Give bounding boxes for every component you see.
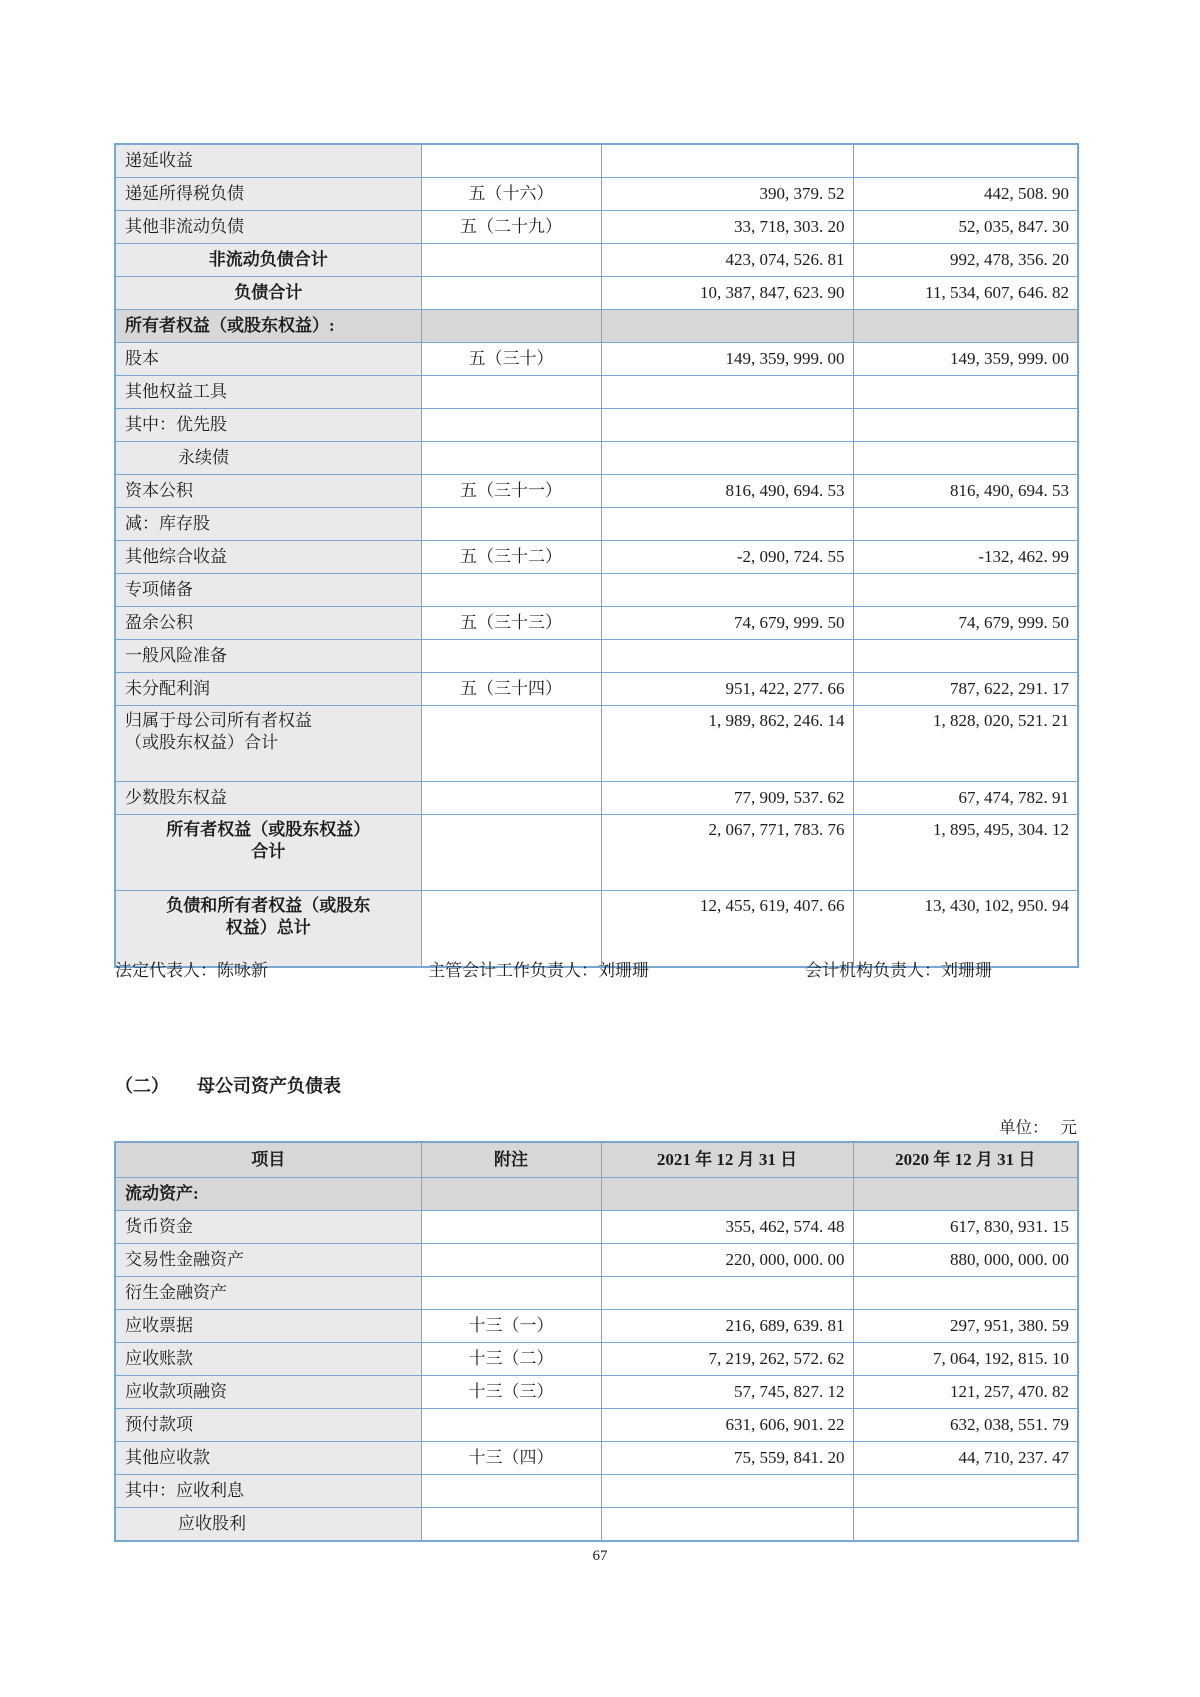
- value-2020-cell: 787, 622, 291. 17: [853, 673, 1078, 706]
- value-2020-cell: [853, 574, 1078, 607]
- value-2021-cell: 816, 490, 694. 53: [601, 475, 853, 508]
- legal-representative-text: 法定代表人：陈咏新: [115, 961, 268, 980]
- value-2021-cell: 220, 000, 000. 00: [601, 1244, 853, 1277]
- row-label-cell: 应收票据: [115, 1310, 421, 1343]
- value-2021-cell: 7, 219, 262, 572. 62: [601, 1343, 853, 1376]
- value-2020-cell: [853, 144, 1078, 178]
- value-2021-cell: 631, 606, 901. 22: [601, 1409, 853, 1442]
- value-2020-cell: [853, 1178, 1078, 1211]
- row-label-cell: 所有者权益（或股东权益）:: [115, 310, 421, 343]
- value-2020-cell: 44, 710, 237. 47: [853, 1442, 1078, 1475]
- value-2021-cell: [601, 508, 853, 541]
- table-row: [115, 144, 1078, 178]
- value-2020-cell: 442, 508. 90: [853, 178, 1078, 211]
- value-2021-cell: 423, 074, 526. 81: [601, 244, 853, 277]
- note-cell: 五（三十二）: [421, 541, 601, 574]
- table-row: [115, 706, 1078, 782]
- unit-label: [114, 1114, 1077, 1138]
- value-2021-cell: 951, 422, 277. 66: [601, 673, 853, 706]
- value-2020-cell: 11, 534, 607, 646. 82: [853, 277, 1078, 310]
- note-cell: 五（三十）: [421, 343, 601, 376]
- value-2021-cell: [601, 640, 853, 673]
- note-cell: [421, 706, 601, 782]
- value-2020-cell: [853, 1475, 1078, 1508]
- unit-caption: 单位：: [999, 1118, 1049, 1137]
- value-2020-cell: 1, 895, 495, 304. 12: [853, 815, 1078, 891]
- table-row: [115, 1343, 1078, 1376]
- note-cell: 五（十六）: [421, 178, 601, 211]
- value-2020-cell: 816, 490, 694. 53: [853, 475, 1078, 508]
- value-2021-cell: 355, 462, 574. 48: [601, 1211, 853, 1244]
- row-label-cell: 应收账款: [115, 1343, 421, 1376]
- row-label-cell: 未分配利润: [115, 673, 421, 706]
- note-cell: [421, 1211, 601, 1244]
- note-cell: [421, 1475, 601, 1508]
- value-2020-cell: [853, 376, 1078, 409]
- table-row: [115, 277, 1078, 310]
- date-2020-column-header: 2020 年 12 月 31 日: [853, 1142, 1078, 1178]
- table-row: [115, 640, 1078, 673]
- row-label-cell: 应收款项融资: [115, 1376, 421, 1409]
- note-cell: [421, 409, 601, 442]
- value-2021-cell: 33, 718, 303. 20: [601, 211, 853, 244]
- liabilities-and-equity-table: [114, 143, 1079, 968]
- parent-company-balance-sheet-table: [114, 1141, 1079, 1542]
- value-2021-cell: [601, 1475, 853, 1508]
- value-2020-cell: [853, 508, 1078, 541]
- value-2020-cell: 7, 064, 192, 815. 10: [853, 1343, 1078, 1376]
- note-cell: [421, 376, 601, 409]
- table-row: [115, 376, 1078, 409]
- table-row: [115, 508, 1078, 541]
- note-cell: [421, 815, 601, 891]
- value-2021-cell: 10, 387, 847, 623. 90: [601, 277, 853, 310]
- value-2021-cell: [601, 409, 853, 442]
- date-2021-column-header: 2021 年 12 月 31 日: [601, 1142, 853, 1178]
- value-2021-cell: 74, 679, 999. 50: [601, 607, 853, 640]
- row-label-cell: 资本公积: [115, 475, 421, 508]
- note-cell: 十三（四）: [421, 1442, 601, 1475]
- note-cell: [421, 508, 601, 541]
- value-2021-cell: 149, 359, 999. 00: [601, 343, 853, 376]
- value-2020-cell: 297, 951, 380. 59: [853, 1310, 1078, 1343]
- table-row: [115, 244, 1078, 277]
- note-cell: [421, 782, 601, 815]
- table-row: [115, 1376, 1078, 1409]
- table-row: [115, 574, 1078, 607]
- value-2021-cell: 57, 745, 827. 12: [601, 1376, 853, 1409]
- note-cell: [421, 640, 601, 673]
- table-row: [115, 1310, 1078, 1343]
- table-row: [115, 1475, 1078, 1508]
- table-row: [115, 1442, 1078, 1475]
- row-label-cell: 衍生金融资产: [115, 1277, 421, 1310]
- value-2021-cell: [601, 1508, 853, 1542]
- table-row: [115, 442, 1078, 475]
- row-label-cell: 负债合计: [115, 277, 421, 310]
- note-cell: 五（三十一）: [421, 475, 601, 508]
- row-label-cell: 专项储备: [115, 574, 421, 607]
- table-row: [115, 211, 1078, 244]
- note-cell: 五（三十四）: [421, 673, 601, 706]
- row-label-cell: 负债和所有者权益（或股东 权益）总计: [115, 891, 421, 968]
- row-label-cell: 盈余公积: [115, 607, 421, 640]
- value-2021-cell: [601, 574, 853, 607]
- value-2020-cell: 617, 830, 931. 15: [853, 1211, 1078, 1244]
- row-label-cell: 其他综合收益: [115, 541, 421, 574]
- table-row: [115, 1277, 1078, 1310]
- row-label-cell: 货币资金: [115, 1211, 421, 1244]
- table-row: [115, 178, 1078, 211]
- table-row: [115, 1508, 1078, 1542]
- table-row: [115, 310, 1078, 343]
- table-row: [115, 541, 1078, 574]
- note-cell: [421, 1244, 601, 1277]
- value-2020-cell: [853, 310, 1078, 343]
- signatory-line: [0, 956, 1200, 980]
- row-label-cell: 永续债: [115, 442, 421, 475]
- table-row: [115, 343, 1078, 376]
- value-2020-cell: 13, 430, 102, 950. 94: [853, 891, 1078, 968]
- table-row: [115, 607, 1078, 640]
- value-2020-cell: 67, 474, 782. 91: [853, 782, 1078, 815]
- value-2020-cell: 992, 478, 356. 20: [853, 244, 1078, 277]
- value-2021-cell: 75, 559, 841. 20: [601, 1442, 853, 1475]
- note-cell: [421, 277, 601, 310]
- note-cell: [421, 1508, 601, 1542]
- table-row: [115, 475, 1078, 508]
- row-label-cell: 预付款项: [115, 1409, 421, 1442]
- row-label-cell: 一般风险准备: [115, 640, 421, 673]
- note-cell: 十三（一）: [421, 1310, 601, 1343]
- row-label-cell: 其中：优先股: [115, 409, 421, 442]
- table-row: [115, 1409, 1078, 1442]
- value-2020-cell: 1, 828, 020, 521. 21: [853, 706, 1078, 782]
- table-row: [115, 1211, 1078, 1244]
- value-2021-cell: 77, 909, 537. 62: [601, 782, 853, 815]
- row-label-cell: 递延收益: [115, 144, 421, 178]
- value-2020-cell: 52, 035, 847. 30: [853, 211, 1078, 244]
- row-label-cell: 递延所得税负债: [115, 178, 421, 211]
- row-label-cell: 所有者权益（或股东权益） 合计: [115, 815, 421, 891]
- row-label-cell: 流动资产:: [115, 1178, 421, 1211]
- unit-value: 元: [1060, 1118, 1077, 1137]
- table-row: [115, 673, 1078, 706]
- value-2021-cell: 1, 989, 862, 246. 14: [601, 706, 853, 782]
- note-cell: [421, 144, 601, 178]
- page-number: 67: [592, 1548, 608, 1564]
- value-2020-cell: [853, 640, 1078, 673]
- row-label-cell: 减：库存股: [115, 508, 421, 541]
- note-cell: [421, 1409, 601, 1442]
- row-label-cell: 其他权益工具: [115, 376, 421, 409]
- value-2021-cell: [601, 1277, 853, 1310]
- table-row: [115, 815, 1078, 891]
- value-2020-cell: -132, 462. 99: [853, 541, 1078, 574]
- value-2021-cell: 12, 455, 619, 407. 66: [601, 891, 853, 968]
- row-label-cell: 应收股利: [115, 1508, 421, 1542]
- value-2021-cell: [601, 1178, 853, 1211]
- note-cell: [421, 442, 601, 475]
- header-row: [115, 1142, 1078, 1178]
- section-title: [115, 1072, 341, 1098]
- value-2020-cell: 121, 257, 470. 82: [853, 1376, 1078, 1409]
- note-cell: 十三（三）: [421, 1376, 601, 1409]
- note-cell: [421, 1277, 601, 1310]
- row-label-cell: 股本: [115, 343, 421, 376]
- value-2020-cell: [853, 409, 1078, 442]
- value-2020-cell: 880, 000, 000. 00: [853, 1244, 1078, 1277]
- row-label-cell: 归属于母公司所有者权益 （或股东权益）合计: [115, 706, 421, 782]
- row-label-cell: 交易性金融资产: [115, 1244, 421, 1277]
- row-label-cell: 非流动负债合计: [115, 244, 421, 277]
- value-2021-cell: [601, 442, 853, 475]
- note-cell: [421, 310, 601, 343]
- value-2020-cell: [853, 1277, 1078, 1310]
- value-2020-cell: [853, 442, 1078, 475]
- value-2021-cell: 2, 067, 771, 783. 76: [601, 815, 853, 891]
- note-cell: [421, 244, 601, 277]
- value-2021-cell: [601, 376, 853, 409]
- table-row: [115, 409, 1078, 442]
- value-2020-cell: [853, 1508, 1078, 1542]
- note-cell: 五（三十三）: [421, 607, 601, 640]
- row-label-cell: 其他应收款: [115, 1442, 421, 1475]
- chief-accounting-officer-text: 主管会计工作负责人：刘珊珊: [428, 961, 649, 980]
- item-column-header: 项目: [115, 1142, 421, 1178]
- row-label-cell: 其中：应收利息: [115, 1475, 421, 1508]
- note-cell: 五（二十九）: [421, 211, 601, 244]
- row-label-cell: 少数股东权益: [115, 782, 421, 815]
- note-cell: [421, 1178, 601, 1211]
- section-title-text: 母公司资产负债表: [197, 1076, 341, 1096]
- note-cell: [421, 574, 601, 607]
- value-2020-cell: 149, 359, 999. 00: [853, 343, 1078, 376]
- table-row: [115, 1178, 1078, 1211]
- table-row: [115, 1244, 1078, 1277]
- value-2021-cell: [601, 144, 853, 178]
- table-row: [115, 782, 1078, 815]
- row-label-cell: 其他非流动负债: [115, 211, 421, 244]
- value-2021-cell: -2, 090, 724. 55: [601, 541, 853, 574]
- accounting-head-text: 会计机构负责人：刘珊珊: [805, 961, 992, 980]
- note-column-header: 附注: [421, 1142, 601, 1178]
- value-2021-cell: 390, 379. 52: [601, 178, 853, 211]
- note-cell: 十三（二）: [421, 1343, 601, 1376]
- value-2020-cell: 74, 679, 999. 50: [853, 607, 1078, 640]
- value-2021-cell: [601, 310, 853, 343]
- section-index: （二）: [115, 1076, 169, 1096]
- value-2021-cell: 216, 689, 639. 81: [601, 1310, 853, 1343]
- value-2020-cell: 632, 038, 551. 79: [853, 1409, 1078, 1442]
